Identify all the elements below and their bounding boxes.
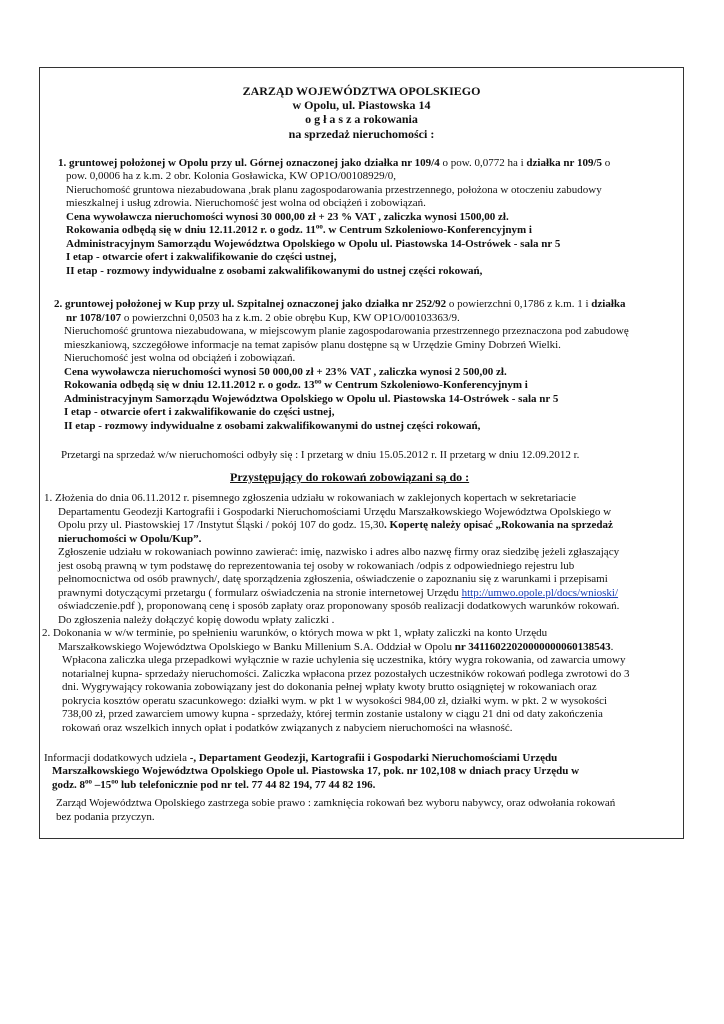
item1-line2: pow. 0,0006 ha z k.m. 2 obr. Kolonia Gosławicka, KW OP1O/00108929/0, bbox=[66, 170, 396, 182]
info-line2: Marszałkowskiego Województwa Opolskiego Opole ul. Piastowska 17, pok. nr 102,108 w dniach pracy Urzędu w bbox=[52, 765, 580, 777]
announcement-subject: na sprzedaż nieruchomości : bbox=[288, 127, 435, 141]
item2-line5: Nieruchomość jest wolna od obciążeń i zobowiązań. bbox=[64, 352, 296, 364]
item1-price: Cena wywoławcza nieruchomości wynosi 30 000,00 zł + 23 % VAT , zaliczka wynosi 1500,00 zł. bbox=[66, 211, 509, 223]
item1-negotiation-date: Rokowania odbędą się w dniu 12.11.2012 r. o godz. $11^{oo}$. w Centrum Szkoleniowo-Konferencyjnym i bbox=[66, 222, 532, 236]
item2-price: Cena wywoławcza nieruchomości wynosi 50 000,00 zł + 23% VAT , zaliczka wynosi 2 500,00 zł. bbox=[64, 366, 507, 378]
item2-venue: Administracyjnym Samorządu Województwa Opolskiego w Opolu ul. Piastowska 14-Ostrówek - sala nr 5 bbox=[64, 393, 559, 405]
previous-tenders: Przetargi na sprzedaż w/w nieruchomości odbyły się : I przetarg w dniu 15.05.2012 r. II przetarg w dniu 12.09.2012 r. bbox=[61, 449, 580, 461]
authority-address: w Opolu, ul. Piastowska 14 bbox=[292, 98, 431, 112]
obligation1-line5: Zgłoszenie udziału w rokowaniach powinno zawierać: imię, nazwisko i adres albo nazwę firmy oraz siedzibę jeżeli zgłaszający bbox=[58, 546, 620, 558]
info-line3: godz. $8^{oo}$ $-15^{oo}$ lub telefonicznie pod nr tel. 77 44 82 194, 77 44 82 196. bbox=[52, 777, 376, 791]
item2-negotiation-date: Rokowania odbędą się w dniu 12.11.2012 r. o godz. $13^{oo}$ w Centrum Szkoleniowo-Konferencyjnym i bbox=[64, 377, 528, 391]
item1-line4: mieszkalnej i usług zdrowia. Nieruchomość jest wolna od obciążeń i zobowiązań. bbox=[66, 197, 426, 209]
info-line1: Informacji dodatkowych udziela -, Departament Geodezji, Kartografii i Gospodarki Nieruchomościami Urzędu bbox=[44, 752, 558, 764]
obligation1-line1: 1. Złożenia do dnia 06.11.2012 r. pisemnego zgłoszenia udziału w rokowaniach w zaklejonych kopertach w sekretariacie bbox=[44, 492, 576, 504]
obligation1-line4: nieruchomości w Opolu/Kup”. bbox=[58, 533, 202, 545]
item1-line3: Nieruchomość gruntowa niezabudowana ,brak planu zagospodarowania przestrzennego, położona w otoczeniu zabudowy bbox=[66, 184, 602, 196]
obligation2-line4: notarialnej kupna- sprzedaży nieruchomości. Zaliczka wpłacona przez pozostałych uczestników rokowań podlega zwrotowi do 3 bbox=[62, 668, 630, 680]
obligations-title: Przystępujący do rokowań zobowiązani są do : bbox=[230, 470, 470, 484]
obligation2-line8: rokowań oraz wszelkich innych opłat i podatków związanych z nabyciem nieruchomości na własność. bbox=[62, 722, 513, 734]
item2-line3: Nieruchomość gruntowa niezabudowana, w miejscowym planie zagospodarowania przestrzennego przeznaczona pod zabudowę bbox=[64, 325, 629, 337]
item1-line1: 1. gruntowej położonej w Opolu przy ul. Górnej oznaczonej jako działka nr 109/4 o pow. 0,0772 ha i działka nr 109/5 o bbox=[58, 157, 611, 169]
item1-stage2: II etap - rozmowy indywidualne z osobami zakwalifikowanymi do ustnej części rokowań, bbox=[66, 265, 483, 277]
item2-stage2: II etap - rozmowy indywidualne z osobami zakwalifikowanymi do ustnej części rokowań, bbox=[64, 420, 481, 432]
obligation2-line2: Marszałkowskiego Województwa Opolskiego w Banku Millenium S.A. Oddział w Opolu nr 34116022020000000060138543. bbox=[58, 641, 614, 653]
obligation2-line3: Wpłacona zaliczka ulega przepadkowi wyłącznie w razie uchylenia się uczestnika, który wygra rokowania, od zawarcia umowy bbox=[62, 654, 626, 666]
obligation2-line1: 2. Dokonania w w/w terminie, po spełnieniu warunków, o których mowa w pkt 1, wpłaty zaliczki na konto Urzędu bbox=[42, 627, 548, 639]
item2-stage1: I etap - otwarcie ofert i zakwalifikowanie do części ustnej, bbox=[64, 406, 335, 418]
item2-line1: 2. gruntowej położonej w Kup przy ul. Szpitalnej oznaczonej jako działka nr 252/92 o powierzchni 0,1786 z k.m. 1 i działka bbox=[54, 298, 626, 310]
obligation2-line7: 738,00 zł, przed zawarciem umowy kupna - sprzedaży, której termin zostanie ustalony w ciągu 21 dni od daty zakończenia bbox=[62, 708, 603, 720]
obligation1-line3: Opolu przy ul. Piastowskiej 17 /Instytut Śląski / pokój 107 do godz. 15,30. Kopertę należy opisać „Rokowania na sprzedaż bbox=[58, 519, 613, 531]
obligation1-line8: prawnymi dotyczącymi przetargu ( formularz oświadczenia na stronie internetowej Urzędu http://umwo.opole.pl/docs/wnioski/ bbox=[58, 587, 619, 599]
declaration-form-link[interactable]: http://umwo.opole.pl/docs/wnioski/ bbox=[461, 587, 619, 599]
obligation1-line6: jest osobą prawną w tym podstawę do reprezentowania tej osoby w rokowaniach /odpis z odpowiedniego rejestru lub bbox=[58, 560, 575, 572]
obligation2-line5: dni. Wygrywający rokowania zobowiązany jest do dokonania pełnej wpłaty kwoty brutto osiągniętej w rokowaniach oraz bbox=[62, 681, 597, 693]
item2-line4: mieszkaniową, szczegółowe informacje na temat zapisów planu dostępne są w Urzędzie Gminy Dobrzeń Wielki. bbox=[64, 339, 561, 351]
info-line5: bez podania przyczyn. bbox=[56, 811, 155, 823]
obligation2-line6: pokrycia kosztów operatu szacunkowego: działki wym. w pkt 1 w wysokości 984,00 zł, działki wym. w pkt. 2 w wysokości bbox=[62, 695, 608, 707]
announcement-verb: o g ł a s z a rokowania bbox=[305, 112, 418, 126]
obligation1-line9: oświadczenie.pdf ), proponowaną cenę i sposób zapłaty oraz proponowany sposób realizacji dodatkowych warunków rokowań. bbox=[58, 600, 620, 612]
item2-line2: nr 1078/107 o powierzchni 0,0503 ha z k.m. 2 obie obrębu Kup, KW OP1O/00103363/9. bbox=[66, 312, 460, 324]
item1-stage1: I etap - otwarcie ofert i zakwalifikowanie do części ustnej, bbox=[66, 251, 337, 263]
obligation1-line10: Do zgłoszenia należy dołączyć kopię dowodu wpłaty zaliczki . bbox=[58, 614, 335, 626]
authority-name: ZARZĄD WOJEWÓDZTWA OPOLSKIEGO bbox=[242, 84, 481, 98]
item1-venue: Administracyjnym Samorządu Województwa Opolskiego w Opolu ul. Piastowska 14-Ostrówek - sala nr 5 bbox=[66, 238, 561, 250]
obligation1-line7: pełnomocnictwa od osób prawnych/, datę sporządzenia zgłoszenia, oświadczenie o zapoznaniu się z warunkami i przepisami bbox=[58, 573, 608, 585]
info-line4: Zarząd Województwa Opolskiego zastrzega sobie prawo : zamknięcia rokowań bez wyboru nabywcy, oraz odwołania rokowań bbox=[56, 797, 616, 809]
obligation1-line2: Departamentu Geodezji Kartografii i Gospodarki Nieruchomościami Urzędu Marszałkowskiego Województwa Opolskiego w bbox=[58, 506, 612, 518]
